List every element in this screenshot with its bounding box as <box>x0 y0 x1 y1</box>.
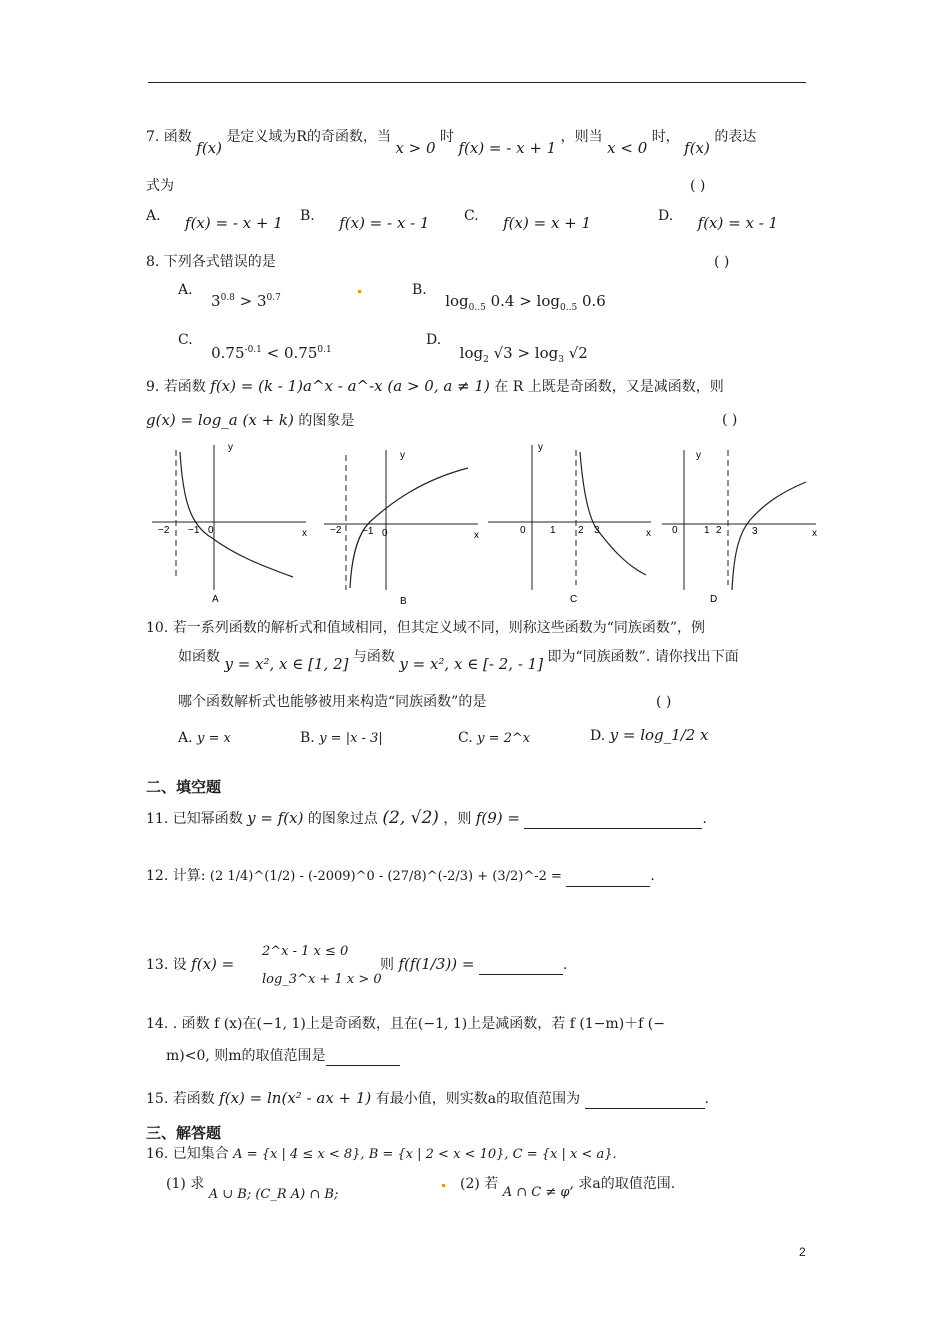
svg-text:−2: −2 <box>158 525 170 536</box>
q7-paren: ( ) <box>690 178 706 194</box>
q9-line1: 9. 若函数 f(x) = (k - 1)a^x - a^-x (a > 0, a ≠ 1) 在 R 上既是奇函数，又是减函数，则 <box>146 377 724 395</box>
q15: 15. 若函数 f(x) = ln(x² - ax + 1) 有最小值，则实数a的取值范围为 . <box>146 1089 709 1107</box>
q13-answer-blank[interactable] <box>479 974 563 975</box>
section-fill-in: 二、填空题 <box>146 778 222 796</box>
svg-text:y: y <box>228 442 233 453</box>
q10-line1: 10. 若一系列函数的解析式和值域相同，但其定义域不同，则称这些函数为“同族函数”，例 <box>146 620 706 636</box>
q15-answer-blank[interactable] <box>585 1108 705 1109</box>
q10-paren: ( ) <box>656 694 672 710</box>
q7-fx: f(x) <box>196 139 222 157</box>
q7-expr1: f(x) = - x + 1 <box>458 139 557 157</box>
q7-text3: 时 <box>440 129 454 145</box>
q8-option-d: D. $\log_2 √3 > \log_3 √2$ <box>426 332 588 365</box>
q11: 11. 已知幂函数 y = f(x) 的图象过点 (2, √2) ，则 f(9) = . <box>146 808 707 828</box>
q10-option-a: A. y = x <box>178 730 231 746</box>
section-solutions: 三、解答题 <box>146 1124 222 1142</box>
q7-option-c: C. f(x) = x + 1 <box>464 208 592 232</box>
svg-text:2: 2 <box>578 525 584 536</box>
q16-line2-part2: (2) 若 A ∩ C ≠ φ, 求a的取值范围. <box>460 1176 676 1200</box>
q8-text: 8. 下列各式错误的是 <box>146 254 276 270</box>
q12: 12. 计算: (2 1/4)^(1/2) - (-2009)^0 - (27/8)^(-2/3) + (3/2)^-2 = . <box>146 866 655 887</box>
graph-b-label: B <box>400 596 407 607</box>
q14-line1: 14. . 函数 f (x)在(−1, 1)上是奇函数，且在(−1, 1)上是减函数，若 f (1−m)＋f (− <box>146 1016 665 1032</box>
svg-text:3: 3 <box>594 525 600 536</box>
q7-option-d: D. f(x) = x - 1 <box>658 208 779 232</box>
q8-option-a: A. $3^{0.8} > 3^{0.7}$ <box>178 282 281 310</box>
q9-line2: g(x) = log_a (x + k) 的图象是 <box>146 411 355 429</box>
graph-d <box>660 440 820 610</box>
q13-case2: log_3^x + 1 x > 0 <box>262 972 382 987</box>
svg-text:−1: −1 <box>362 526 374 537</box>
q9-expr2: g(x) = log_a (x + k) <box>146 411 294 429</box>
q7-cond2: x < 0 <box>607 139 648 157</box>
svg-text:3: 3 <box>752 526 758 537</box>
svg-text:y: y <box>696 450 701 461</box>
svg-text:2: 2 <box>716 525 722 536</box>
q7-fx2: f(x) <box>684 139 710 157</box>
q7-option-b: B. f(x) = - x - 1 <box>300 208 430 232</box>
q7-label: 7. 函数 <box>146 129 192 145</box>
graph-a <box>150 440 310 610</box>
header-rule <box>148 82 806 83</box>
q14-answer-blank[interactable] <box>326 1065 400 1066</box>
q7-line1 <box>146 126 757 157</box>
svg-text:1: 1 <box>550 525 556 536</box>
svg-text:y: y <box>400 450 405 461</box>
q10-expr1: y = x², x ∈ [1, 2] <box>224 655 349 673</box>
q7-cond1: x > 0 <box>395 139 436 157</box>
q10-option-b: B. y = |x - 3| <box>300 730 383 746</box>
svg-text:1: 1 <box>704 525 710 536</box>
graph-a-label: A <box>212 594 219 605</box>
q10-option-d: D. y = log_1/2 x <box>590 726 709 744</box>
svg-text:0: 0 <box>382 528 388 539</box>
q13: 13. 设 f(x) = <box>146 955 235 973</box>
svg-text:0: 0 <box>520 525 526 536</box>
q13-case1: 2^x - 1 x ≤ 0 <box>262 944 349 959</box>
svg-text:x: x <box>646 528 651 539</box>
q12-expr: (2 1/4)^(1/2) - (-2009)^0 - (27/8)^(-2/3) + (3/2)^-2 = <box>209 869 562 884</box>
svg-text:−1: −1 <box>188 525 200 536</box>
graph-b <box>322 440 482 610</box>
q7-text4: ，则当 <box>560 129 603 145</box>
svg-text:−2: −2 <box>330 525 342 536</box>
stray-dot-2 <box>442 1184 445 1187</box>
q7-option-a: A. f(x) = - x + 1 <box>146 208 283 232</box>
q10-line2: 如函数 y = x², x ∈ [1, 2] 与函数 y = x², x ∈ [- 2, - 1] 即为“同族函数”. 请你找出下面 <box>178 649 739 673</box>
q8-option-b: B. $\log_{0..5} 0.4 > \log_{0..5} 0.6$ <box>412 282 606 313</box>
q10-expr2: y = x², x ∈ [- 2, - 1] <box>399 655 544 673</box>
q13-rhs: 则 f(f(1/3)) = . <box>380 955 568 973</box>
svg-text:x: x <box>302 528 307 539</box>
q8-paren: ( ) <box>714 254 730 270</box>
q10-option-c: C. y = 2^x <box>458 730 531 746</box>
q16-expr: A = {x | 4 ≤ x < 8}, B = {x | 2 < x < 10}, C = {x | x < a}. <box>233 1147 617 1162</box>
svg-text:x: x <box>812 528 817 539</box>
q7-text5: 时， <box>651 129 680 145</box>
graph-c-label: C <box>570 594 578 605</box>
q14-line2: m)<0, 则m的取值范围是 <box>166 1046 400 1066</box>
q7-text2: 是定义域为R的奇函数，当 <box>226 129 391 145</box>
graph-c <box>486 440 656 610</box>
q9-expr: f(x) = (k - 1)a^x - a^-x (a > 0, a ≠ 1) <box>210 377 490 395</box>
svg-text:0: 0 <box>672 525 678 536</box>
q9-paren: ( ) <box>722 412 738 428</box>
stray-dot <box>358 290 361 293</box>
q8-option-c: C. $0.75^{-0.1} < 0.75^{0.1}$ <box>178 332 332 362</box>
page-number: 2 <box>799 1245 806 1259</box>
q10-line3: 哪个函数解析式也能够被用来构造“同族函数”的是 <box>178 694 487 710</box>
q12-answer-blank[interactable] <box>566 886 650 887</box>
q16-line2: (1) 求 A ∪ B; (C_R A) ∩ B; <box>166 1176 339 1202</box>
svg-text:0: 0 <box>208 525 214 536</box>
svg-text:x: x <box>474 530 479 541</box>
q11-answer-blank[interactable] <box>524 828 702 829</box>
q7-line2: 式为 <box>146 178 174 194</box>
graph-d-label: D <box>710 594 718 605</box>
svg-text:y: y <box>538 442 543 453</box>
q7-text6: 的表达 <box>714 129 757 145</box>
q16-line1: 16. 已知集合 A = {x | 4 ≤ x < 8}, B = {x | 2 < x < 10}, C = {x | x < a}. <box>146 1146 617 1162</box>
